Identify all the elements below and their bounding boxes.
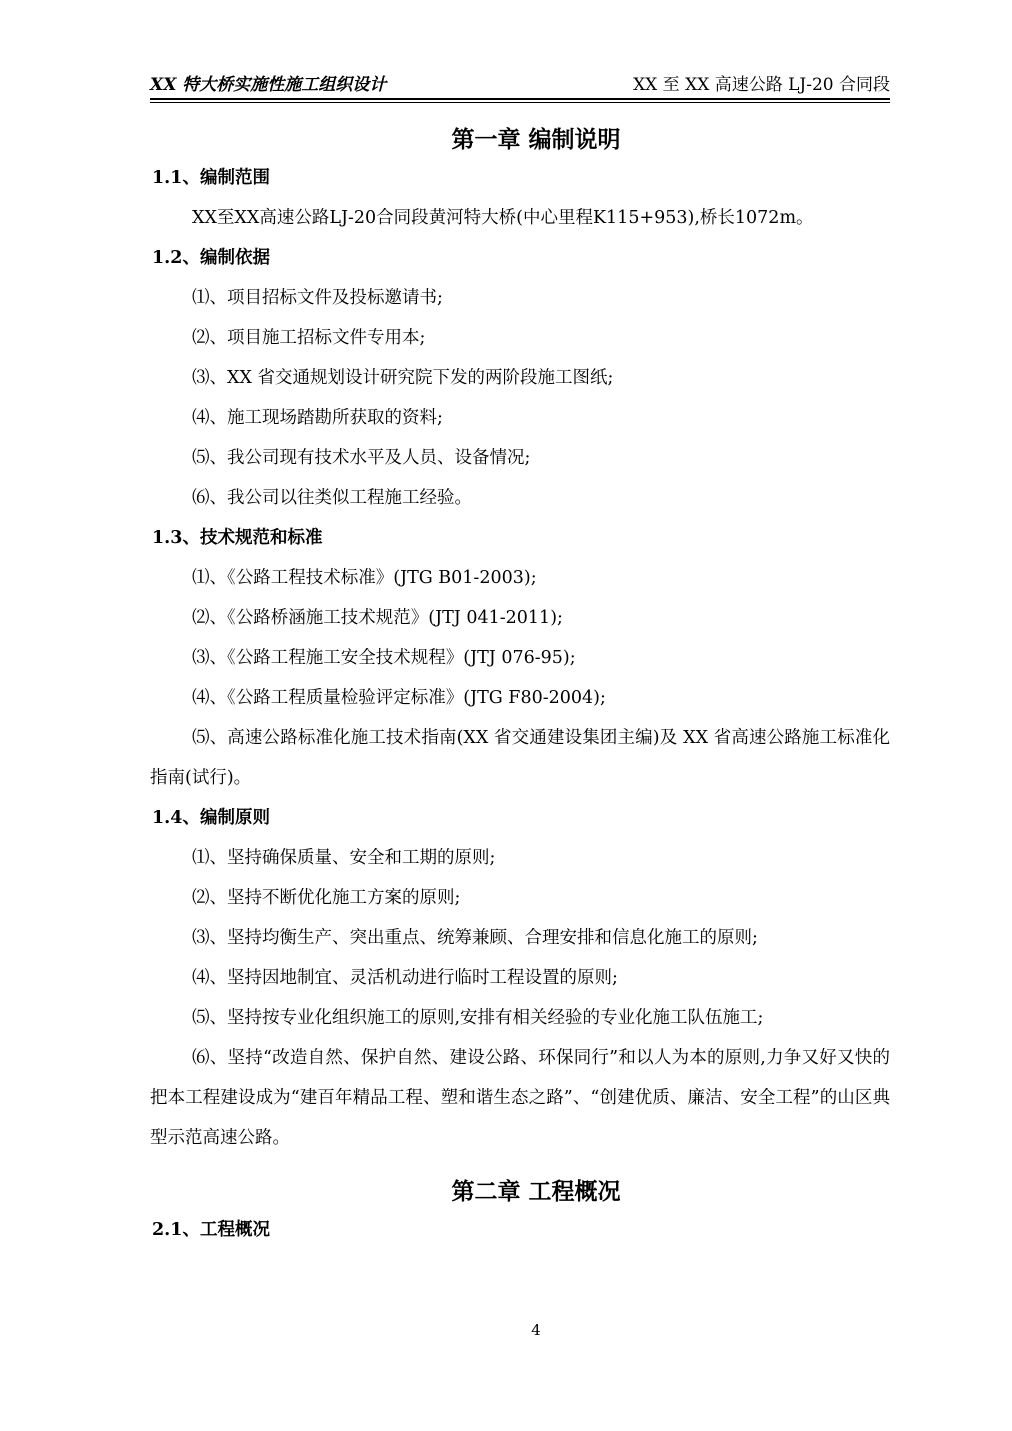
- list-item: ⑸、坚持按专业化组织施工的原则,安排有相关经验的专业化施工队伍施工;: [192, 1008, 764, 1028]
- header-rule-thick: [150, 98, 890, 100]
- chapter-spacer: [150, 1158, 890, 1174]
- section-1-1-heading: 1.1、编制范围: [152, 168, 270, 188]
- list-item: ⑴、项目招标文件及投标邀请书;: [192, 288, 443, 308]
- list-item: ⑵、项目施工招标文件专用本;: [192, 328, 426, 348]
- section-1-1-text: XX至XX高速公路LJ-20合同段黄河特大桥(中心里程K115+953),桥长1072m。: [192, 208, 814, 228]
- list-item: ⑸、我公司现有技术水平及人员、设备情况;: [192, 448, 531, 468]
- section-2-1: [150, 1210, 890, 1250]
- section-1-1: [150, 158, 890, 238]
- list-item: ⑹、坚持“改造自然、保护自然、建设公路、环保同行”和以人为本的原则,力争又好又快的把本工程建设成为“建百年精品工程、塑和谐生态之路”、“创建优质、廉洁、安全工程”的山区典型示范高速公路。: [150, 1048, 890, 1148]
- section-1-4: [150, 798, 890, 1158]
- list-item: ⑸、高速公路标准化施工技术指南(XX 省交通建设集团主编)及 XX 省高速公路施工标准化指南(试行)。: [150, 728, 890, 788]
- list-item: ⑶、《公路工程施工安全技术规程》(JTJ 076-95);: [192, 648, 576, 668]
- list-item: ⑵、《公路桥涵施工技术规范》(JTJ 041-2011);: [192, 608, 563, 628]
- list-item: ⑶、XX 省交通规划设计研究院下发的两阶段施工图纸;: [192, 368, 614, 388]
- list-item: ⑹、我公司以往类似工程施工经验。: [192, 488, 472, 508]
- header-rule-thin: [150, 102, 890, 103]
- list-item: ⑴、《公路工程技术标准》(JTG B01-2003);: [192, 568, 537, 588]
- section-1-2-heading: 1.2、编制依据: [152, 248, 270, 268]
- list-item: ⑷、《公路工程质量检验评定标准》(JTG F80-2004);: [192, 688, 606, 708]
- page-number: 4: [531, 1321, 541, 1339]
- list-item: ⑶、坚持均衡生产、突出重点、统筹兼顾、合理安排和信息化施工的原则;: [192, 928, 758, 948]
- header-document-title: XX 特大桥实施性施工组织设计: [150, 75, 387, 95]
- chapter-1-title: 第一章 编制说明: [451, 126, 621, 153]
- list-item: ⑷、坚持因地制宜、灵活机动进行临时工程设置的原则;: [192, 968, 618, 988]
- section-1-2: [150, 238, 890, 518]
- list-item: ⑵、坚持不断优化施工方案的原则;: [192, 888, 461, 908]
- header-contract-section: XX 至 XX 高速公路 LJ-20 合同段: [633, 75, 890, 95]
- list-item: ⑴、坚持确保质量、安全和工期的原则;: [192, 848, 496, 868]
- page-header: [150, 74, 890, 98]
- list-item: ⑷、施工现场踏勘所获取的资料;: [192, 408, 443, 428]
- page-body: [150, 122, 890, 1250]
- chapter-2-title: 第二章 工程概况: [451, 1178, 621, 1205]
- section-1-3-heading: 1.3、技术规范和标准: [152, 528, 323, 548]
- section-2-1-heading: 2.1、工程概况: [152, 1220, 270, 1240]
- section-1-3: [150, 518, 890, 798]
- section-1-4-heading: 1.4、编制原则: [152, 808, 270, 828]
